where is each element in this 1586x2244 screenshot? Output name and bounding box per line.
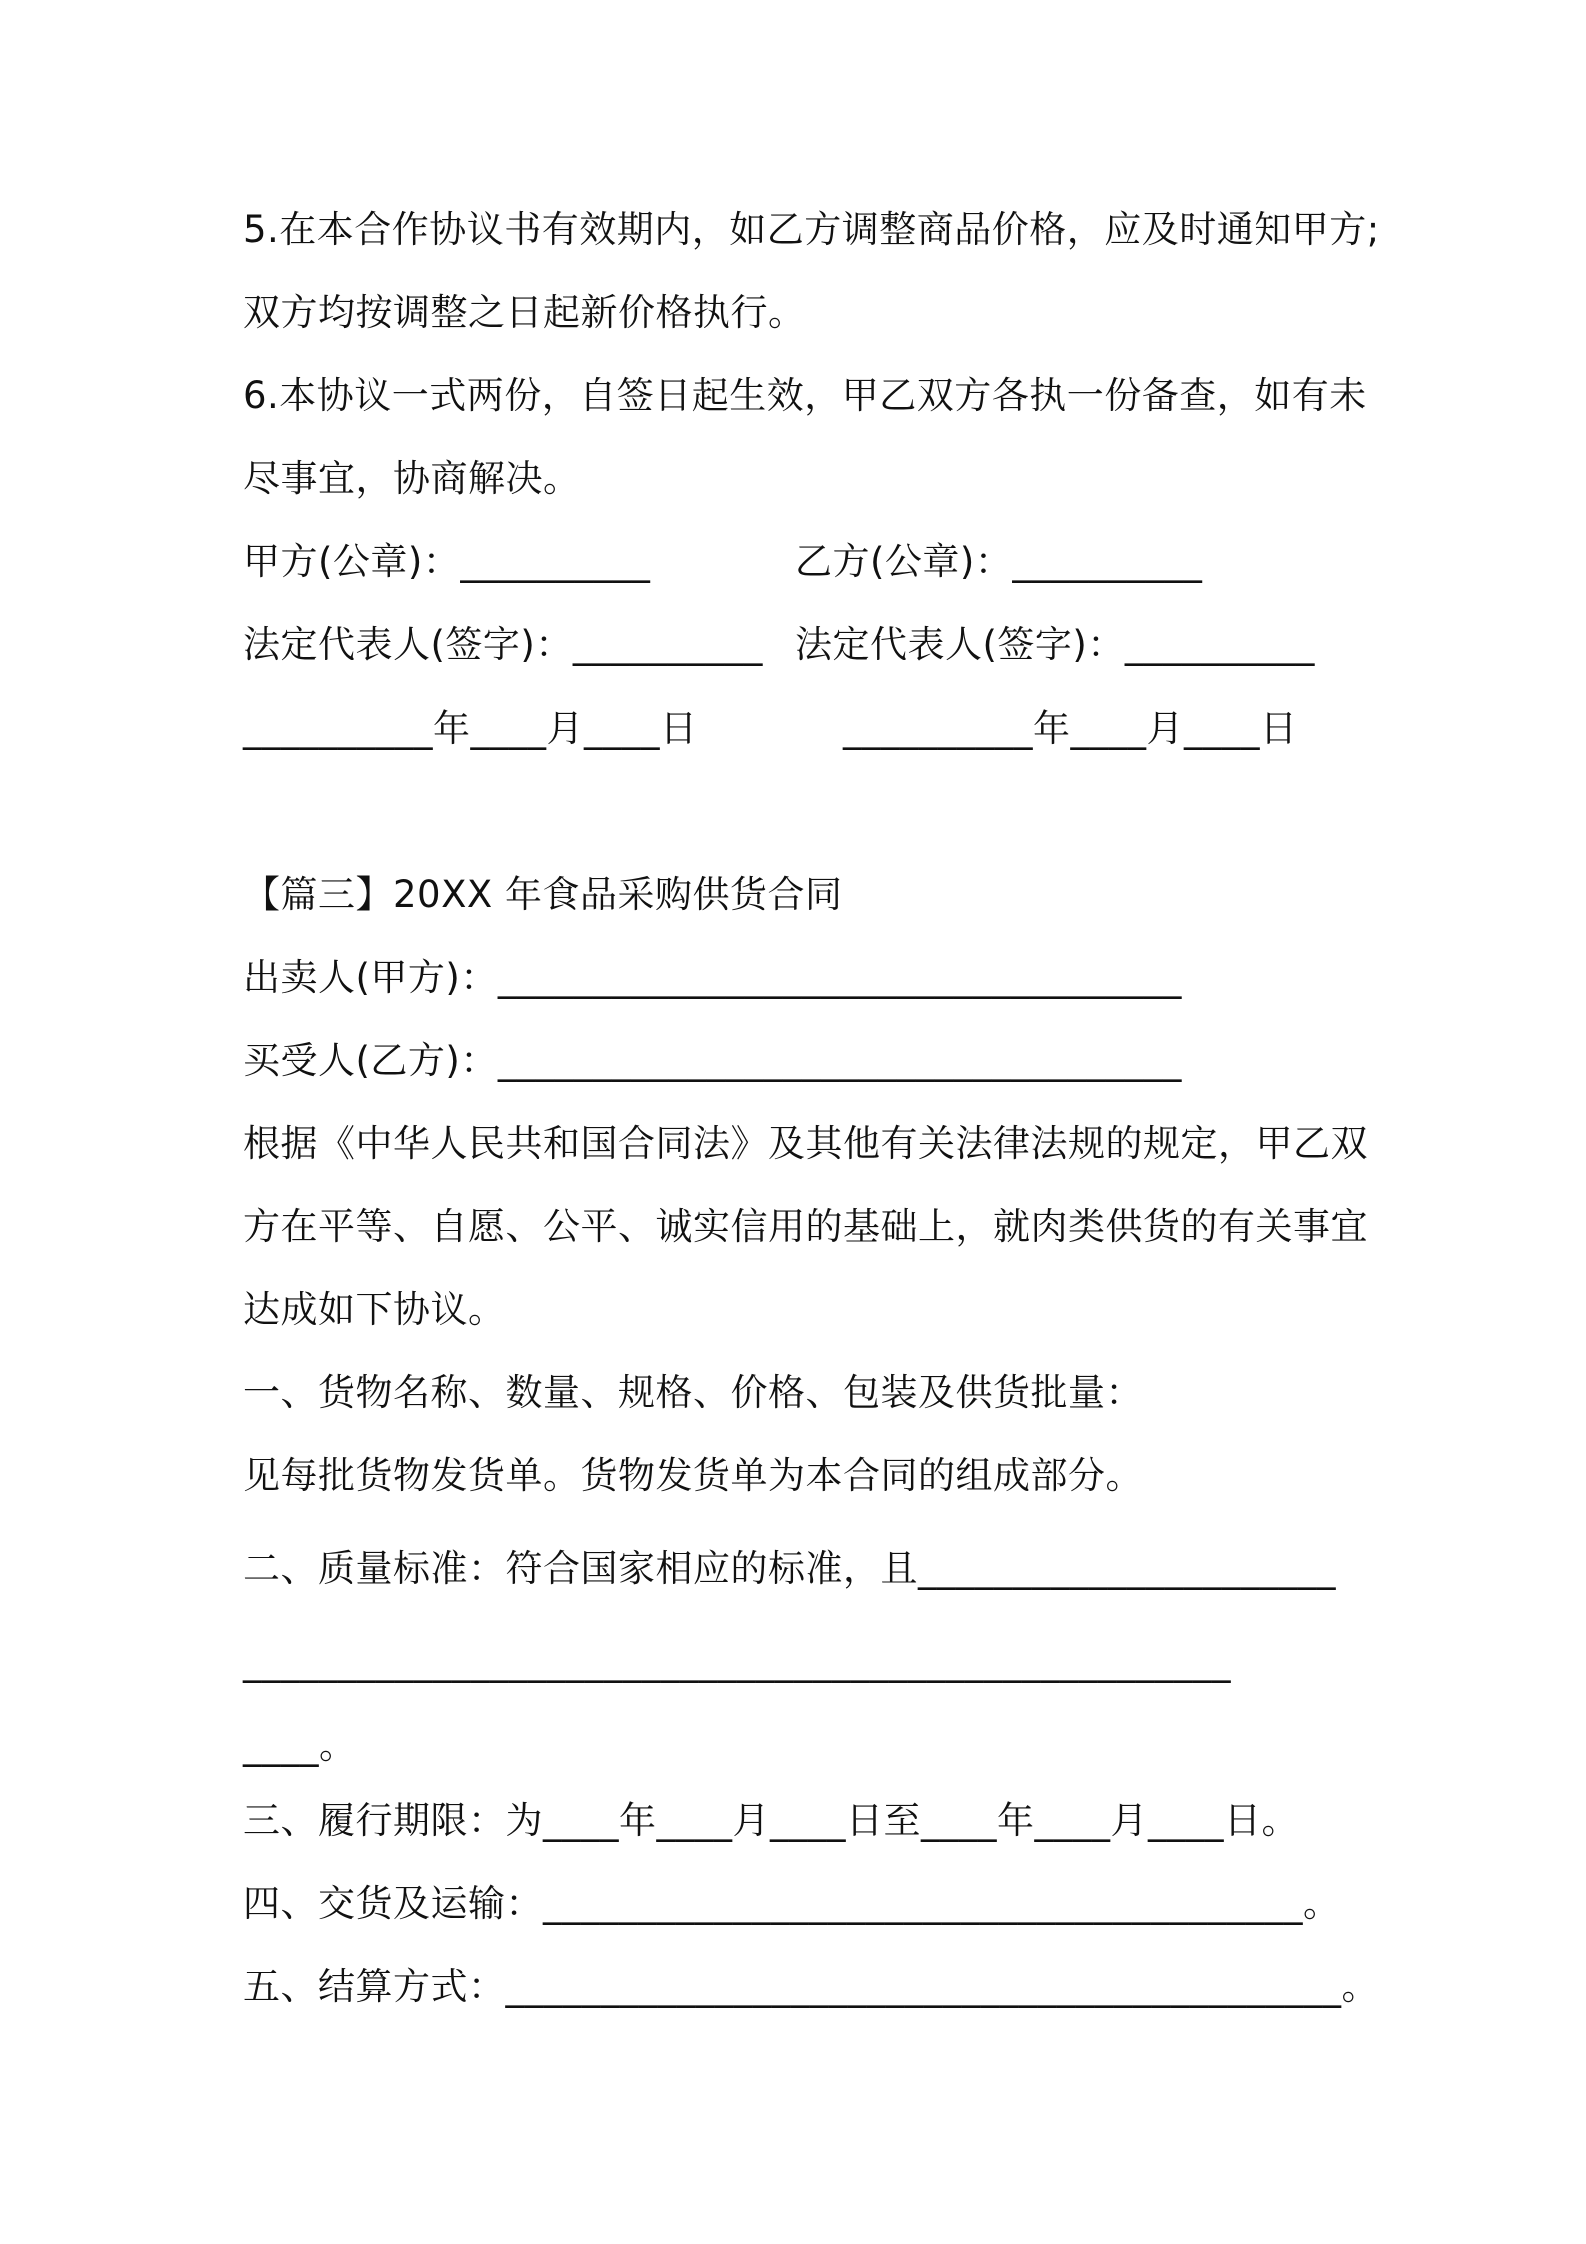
item-2-line-1: 二、质量标准：符合国家相应的标准，且______________________ (243, 1547, 1336, 1590)
intro-line-3: 达成如下协议。 (243, 1288, 506, 1331)
clause-6-line-2: 尽事宜，协商解决。 (243, 457, 581, 500)
item-3-term: 三、履行期限：为____年____月____日至____年____月____日。 (243, 1799, 1299, 1842)
party-b-seal: 乙方(公章)：__________ (795, 540, 1203, 583)
item-1-heading: 一、货物名称、数量、规格、价格、包装及供货批量： (243, 1371, 1143, 1414)
party-b-representative: 法定代表人(签字)：__________ (795, 623, 1315, 666)
item-1-detail: 见每批货物发货单。货物发货单为本合同的组成部分。 (243, 1454, 1143, 1497)
buyer-line: 买受人(乙方)：____________________________________ (243, 1039, 1182, 1082)
clause-6-line-1: 6.本协议一式两份，自签日起生效，甲乙双方各执一份备查，如有未 (243, 374, 1367, 417)
item-4-delivery: 四、交货及运输：________________________________________。 (243, 1882, 1341, 1925)
clause-5-line-2: 双方均按调整之日起新价格执行。 (243, 291, 806, 334)
clause-5-line-1: 5.在本合作协议书有效期内，如乙方调整商品价格，应及时通知甲方; (243, 208, 1380, 251)
party-a-seal: 甲方(公章)：__________ (243, 540, 651, 583)
item-2-line-2: ____________________________________________________ (243, 1640, 1231, 1683)
intro-line-1: 根据《中华人民共和国合同法》及其他有关法律法规的规定，甲乙双 (243, 1122, 1368, 1165)
item-5-settlement: 五、结算方式：____________________________________________。 (243, 1965, 1379, 2008)
party-a-representative: 法定代表人(签字)：__________ (243, 623, 763, 666)
seller-line: 出卖人(甲方)：____________________________________ (243, 956, 1182, 999)
section-3-title: 【篇三】20XX 年食品采购供货合同 (243, 873, 843, 916)
party-a-date: __________年____月____日 (243, 707, 698, 750)
item-2-line-3: ____。 (243, 1724, 357, 1767)
intro-line-2: 方在平等、自愿、公平、诚实信用的基础上，就肉类供货的有关事宜 (243, 1205, 1368, 1248)
party-b-date: __________年____月____日 (843, 707, 1298, 750)
